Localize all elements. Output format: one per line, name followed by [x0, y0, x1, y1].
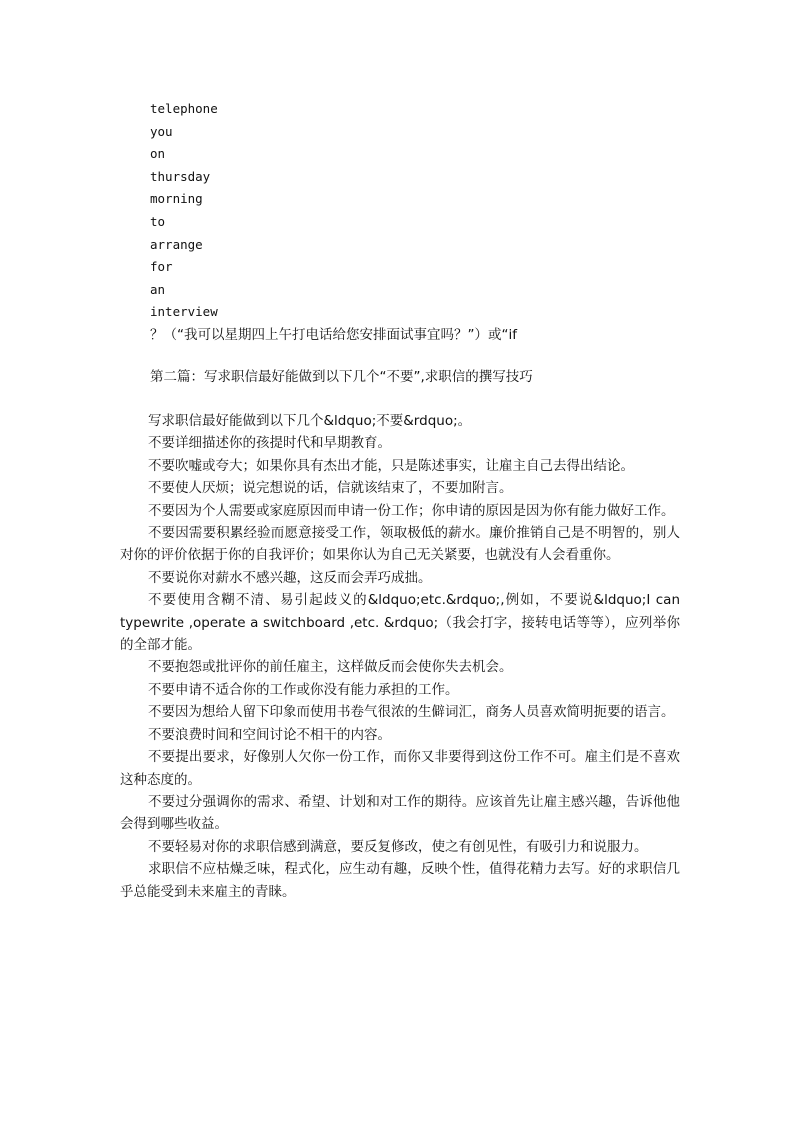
paragraph: 不要申请不适合你的工作或你没有能力承担的工作。 — [148, 681, 459, 698]
section-heading: 第二篇：写求职信最好能做到以下几个“不要”,求职信的撰写技巧 — [150, 369, 533, 385]
paragraph: 写求职信最好能做到以下几个&ldquo;不要&rdquo;。 — [148, 413, 472, 429]
paragraph: 不要吹嘘或夸大；如果你具有杰出才能，只是陈述事实，让雇主自己去得出结论。 — [148, 457, 634, 474]
paragraph: 不要抱怨或批评你的前任雇主，这样做反而会使你失去机会。 — [148, 659, 513, 676]
paragraph: 不要提出要求，好像别人欠你一份工作，而你又非要得到这份工作不可。雇主们是不喜欢这种态度的。 — [120, 749, 680, 788]
paragraph: 不要因需要积累经验而愿意接受工作，领取极低的薪水。廉价推销自己是不明智的，别人对你的评价依据于你的自我评价；如果你认为自己无关紧要，也就没有人会看重你。 — [120, 525, 680, 564]
intro-word: on — [150, 146, 166, 162]
paragraph: 不要使人厌烦；说完想说的话，信就该结束了，不要加附言。 — [148, 480, 513, 497]
intro-word: morning — [150, 191, 203, 207]
intro-word: you — [150, 123, 173, 139]
intro-word: to — [150, 213, 166, 229]
paragraph: 不要过分强调你的需求、希望、计划和对工作的期待。应该首先让雇主感兴趣，告诉他他会得到哪些收益。 — [120, 793, 680, 833]
article-body — [120, 410, 680, 903]
intro-word: arrange — [150, 236, 203, 252]
paragraph: 不要详细描述你的孩提时代和早期教育。 — [148, 435, 391, 452]
intro-word: an — [150, 281, 166, 297]
intro-word: telephone — [150, 101, 218, 116]
paragraph: 不要浪费时间和空间讨论不相干的内容。 — [148, 726, 391, 743]
paragraph: 不要因为个人需要或家庭原因而申请一份工作；你申请的原因是因为你有能力做好工作。 — [148, 502, 675, 519]
intro-word: interview — [150, 304, 218, 320]
intro-word: thursday — [150, 168, 211, 184]
paragraph: 求职信不应枯燥乏味，程式化，应生动有趣，反映个性，值得花精力去写。好的求职信几乎总能受到未来雇主的青睐。 — [120, 861, 680, 900]
paragraph: 不要因为想给人留下印象而使用书卷气很浓的生僻词汇，商务人员喜欢简明扼要的语言。 — [148, 704, 675, 721]
paragraph: 不要轻易对你的求职信感到满意，要反复修改，使之有创见性，有吸引力和说服力。 — [148, 838, 648, 855]
intro-word: for — [150, 259, 173, 275]
paragraph: 不要使用含糊不清、易引起歧义的&ldquo;etc.&rdquo;,例如，不要说&ldquo;I can typewrite ,operate a switchboard ,etc. &rdquo;（我会打字，接转电话等等），应列举你的全部才能。 — [120, 592, 680, 654]
paragraph: 不要说你对薪水不感兴趣，这反而会弄巧成拙。 — [148, 569, 432, 586]
intro-trailing-line: ？（“我可以星期四上午打电话给您安排面试事宜吗？”）或“if — [150, 326, 517, 343]
intro-word-list — [150, 98, 517, 347]
